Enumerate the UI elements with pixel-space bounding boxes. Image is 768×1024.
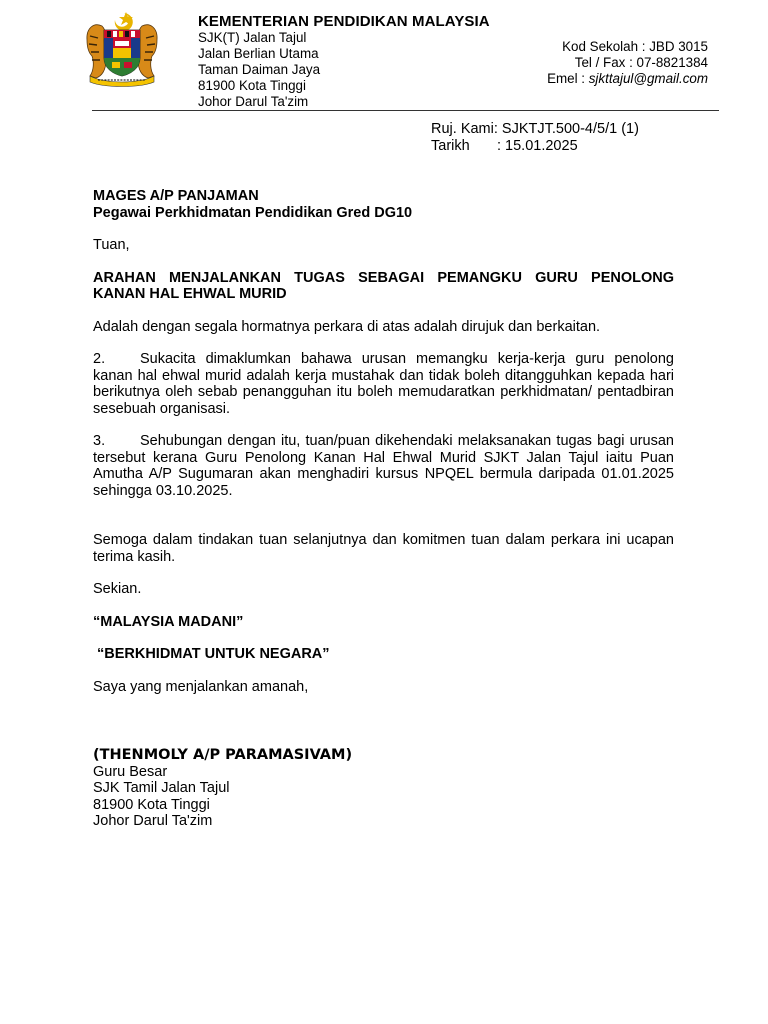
signatory-state: Johor Darul Ta'zim <box>93 813 213 829</box>
paragraph-number: 3. <box>93 433 106 449</box>
recipient-position: Pegawai Perkhidmatan Pendidikan Gred DG10 <box>93 204 413 221</box>
signatory-name: (THENMOLY A/P PARAMASIVAM) <box>93 747 353 763</box>
letter-subject: ARAHAN MENJALANKAN TUGAS SEBAGAI PEMANGKU GURU PENOLONG KANAN HAL EHWAL MURID <box>93 269 674 302</box>
email-address: sjkttajul@gmail.com <box>588 71 708 86</box>
paragraph-1: Adalah dengan segala hormatnya perkara di atas adalah dirujuk dan berkaitan. <box>93 318 601 335</box>
letter-body <box>93 188 674 830</box>
slogan-malaysia-madani: “MALAYSIA MADANI” <box>93 613 244 630</box>
signatory-title: Guru Besar <box>93 763 168 780</box>
school-contact <box>547 39 708 87</box>
salutation: Tuan, <box>93 237 130 253</box>
recipient-name: MAGES A/P PANJAMAN <box>93 188 259 204</box>
date-value: : 15.01.2025 <box>497 138 578 154</box>
reference-number <box>431 121 639 138</box>
coat-of-arms-logo <box>84 10 160 88</box>
paragraph-3 <box>93 433 674 499</box>
signatory-school: SJK Tamil Jalan Tajul <box>93 780 230 796</box>
ref-label: Ruj. Kami: <box>431 121 498 137</box>
paragraph-number: 2. <box>93 351 106 367</box>
email-row <box>547 71 708 87</box>
school-code: Kod Sekolah : JBD 3015 <box>562 39 708 54</box>
address-line: 81900 Kota Tinggi <box>198 78 306 93</box>
signatory-postcode: 81900 Kota Tinggi <box>93 796 210 813</box>
reference-block <box>431 121 639 155</box>
closing-paragraph: Semoga dalam tindakan tuan selanjutnya dan komitmen tuan dalam perkara ini ucapan terima kasih. <box>93 532 674 565</box>
tel-fax: Tel / Fax : 07-8821384 <box>574 55 708 70</box>
address-line: Taman Daiman Jaya <box>198 62 321 77</box>
address-line: Johor Darul Ta'zim <box>198 94 309 109</box>
paragraph-text: Sukacita dimaklumkan bahawa urusan memangku kerja-kerja guru penolong kanan hal ehwal murid adalah kerja mustahak dan tidak boleh ditangguhkan kepada hari berikutnya oleh sebab penangguhan itu boleh memudaratkan perkhidmatan/ pentadbiran sesebuah organisasi. <box>93 351 674 417</box>
header-divider <box>92 110 719 111</box>
address-line: Jalan Berlian Utama <box>198 46 319 61</box>
paragraph-text: Sehubungan dengan itu, tuan/puan dikehendaki melaksanakan tugas bagi urusan tersebut kerana Guru Penolong Kanan Hal Ehwal Murid SJKT Jalan Tajul iaitu Puan Amutha A/P Sugumaran akan menghadiri kursus NPQEL bermula daripada 01.01.2025 sehingga 03.10.2025. <box>93 433 674 499</box>
ref-value: SJKTJT.500-4/5/1 (1) <box>501 121 639 137</box>
date-label: Tarikh <box>431 138 470 154</box>
signoff: Saya yang menjalankan amanah, <box>93 678 309 695</box>
letter-date <box>431 138 639 155</box>
email-label: Emel : <box>547 71 589 86</box>
school-address <box>198 30 320 110</box>
paragraph-2 <box>93 351 674 417</box>
ministry-name: KEMENTERIAN PENDIDIKAN MALAYSIA <box>198 13 490 30</box>
slogan-berkhidmat: “BERKHIDMAT UNTUK NEGARA” <box>97 646 330 662</box>
sekian: Sekian. <box>93 581 142 597</box>
address-line: SJK(T) Jalan Tajul <box>198 30 307 45</box>
